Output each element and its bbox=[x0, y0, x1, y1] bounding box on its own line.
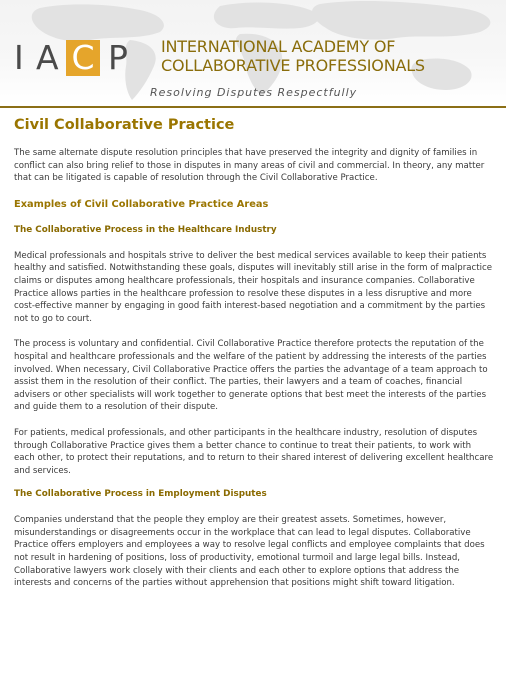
logo-letter-c: C bbox=[66, 40, 100, 76]
tagline: Resolving Disputes Respectfully bbox=[150, 86, 358, 99]
healthcare-subtitle: The Collaborative Process in the Healthcare Industry bbox=[14, 224, 277, 235]
healthcare-paragraph-3: For patients, medical professionals, and other participants in the healthcare industry, resolution of disputes through Collaborative Practice gives them a better chance to continue to treat their patients, to work with each other, to protect their reputations, and to return to their shared interest of delivering excellent healthcare and services. bbox=[14, 427, 494, 476]
organization-name-line-2: COLLABORATIVE PROFESSIONALS bbox=[161, 56, 425, 75]
page-title: Civil Collaborative Practice bbox=[14, 117, 235, 133]
main-content bbox=[14, 115, 494, 590]
healthcare-paragraph-2: The process is voluntary and confidential. Civil Collaborative Practice therefore protects the reputation of the hospital and healthcare professionals and the welfare of the patient by addressing the interests of the parties involved. When necessary, Civil Collaborative Practice offers the parties the advantage of a team approach to assist them in the resolution of their conflict. The parties, their lawyers and a team of coaches, financial advisers or other specialists will work together to generate options that best meet the interests of the parties and guide them to a resolution of their dispute. bbox=[14, 339, 488, 413]
logo-letter-i: I bbox=[14, 38, 24, 77]
healthcare-paragraph-1: Medical professionals and hospitals strive to deliver the best medical services available to keep their patients healthy and satisfied. Notwithstanding these goals, disputes will inevitably still arise in the form of malpractice claims or disputes among healthcare professionals, their hospitals and insurance companies. Collaborative Practice allows parties in the healthcare profession to resolve these disputes in a less disruptive and more cost-effective manner by engaging in good faith interest-based negotiation and a commitment by the parties not to go to court. bbox=[14, 250, 493, 324]
organization-name-line-1: INTERNATIONAL ACADEMY OF bbox=[161, 37, 396, 56]
logo-letter-a: A bbox=[36, 38, 59, 77]
intro-paragraph: The same alternate dispute resolution principles that have preserved the integrity and dignity of families in conflict can also bring relief to those in disputes in many areas of civil and commercial. In theory, any matter that can be litigated is capable of resolution through the Civil Collaborative Practice. bbox=[14, 148, 485, 184]
employment-subtitle: The Collaborative Process in Employment Disputes bbox=[14, 489, 267, 500]
section-title: Examples of Civil Collaborative Practice Areas bbox=[14, 198, 269, 210]
iacp-logo bbox=[14, 40, 130, 76]
logo-letter-p: P bbox=[108, 38, 128, 77]
employment-paragraph-1: Companies understand that the people they employ are their greatest assets. Sometimes, however, misunderstandings or disagreements occur in the workplace that can lead to legal disputes. Collaborative Practice offers employers and employees a way to resolve legal conflicts and employee complaints that does not result in hardening of positions, loss of productivity, emotional turmoil and large legal bills. Instead, Collaborative lawyers work closely with their clients and each other to explore options that address the interests and concerns of the parties without apprehension that positions might shift toward litigation. bbox=[14, 515, 485, 589]
organization-name bbox=[161, 37, 425, 75]
header-divider bbox=[0, 106, 506, 108]
page-header bbox=[0, 0, 506, 104]
